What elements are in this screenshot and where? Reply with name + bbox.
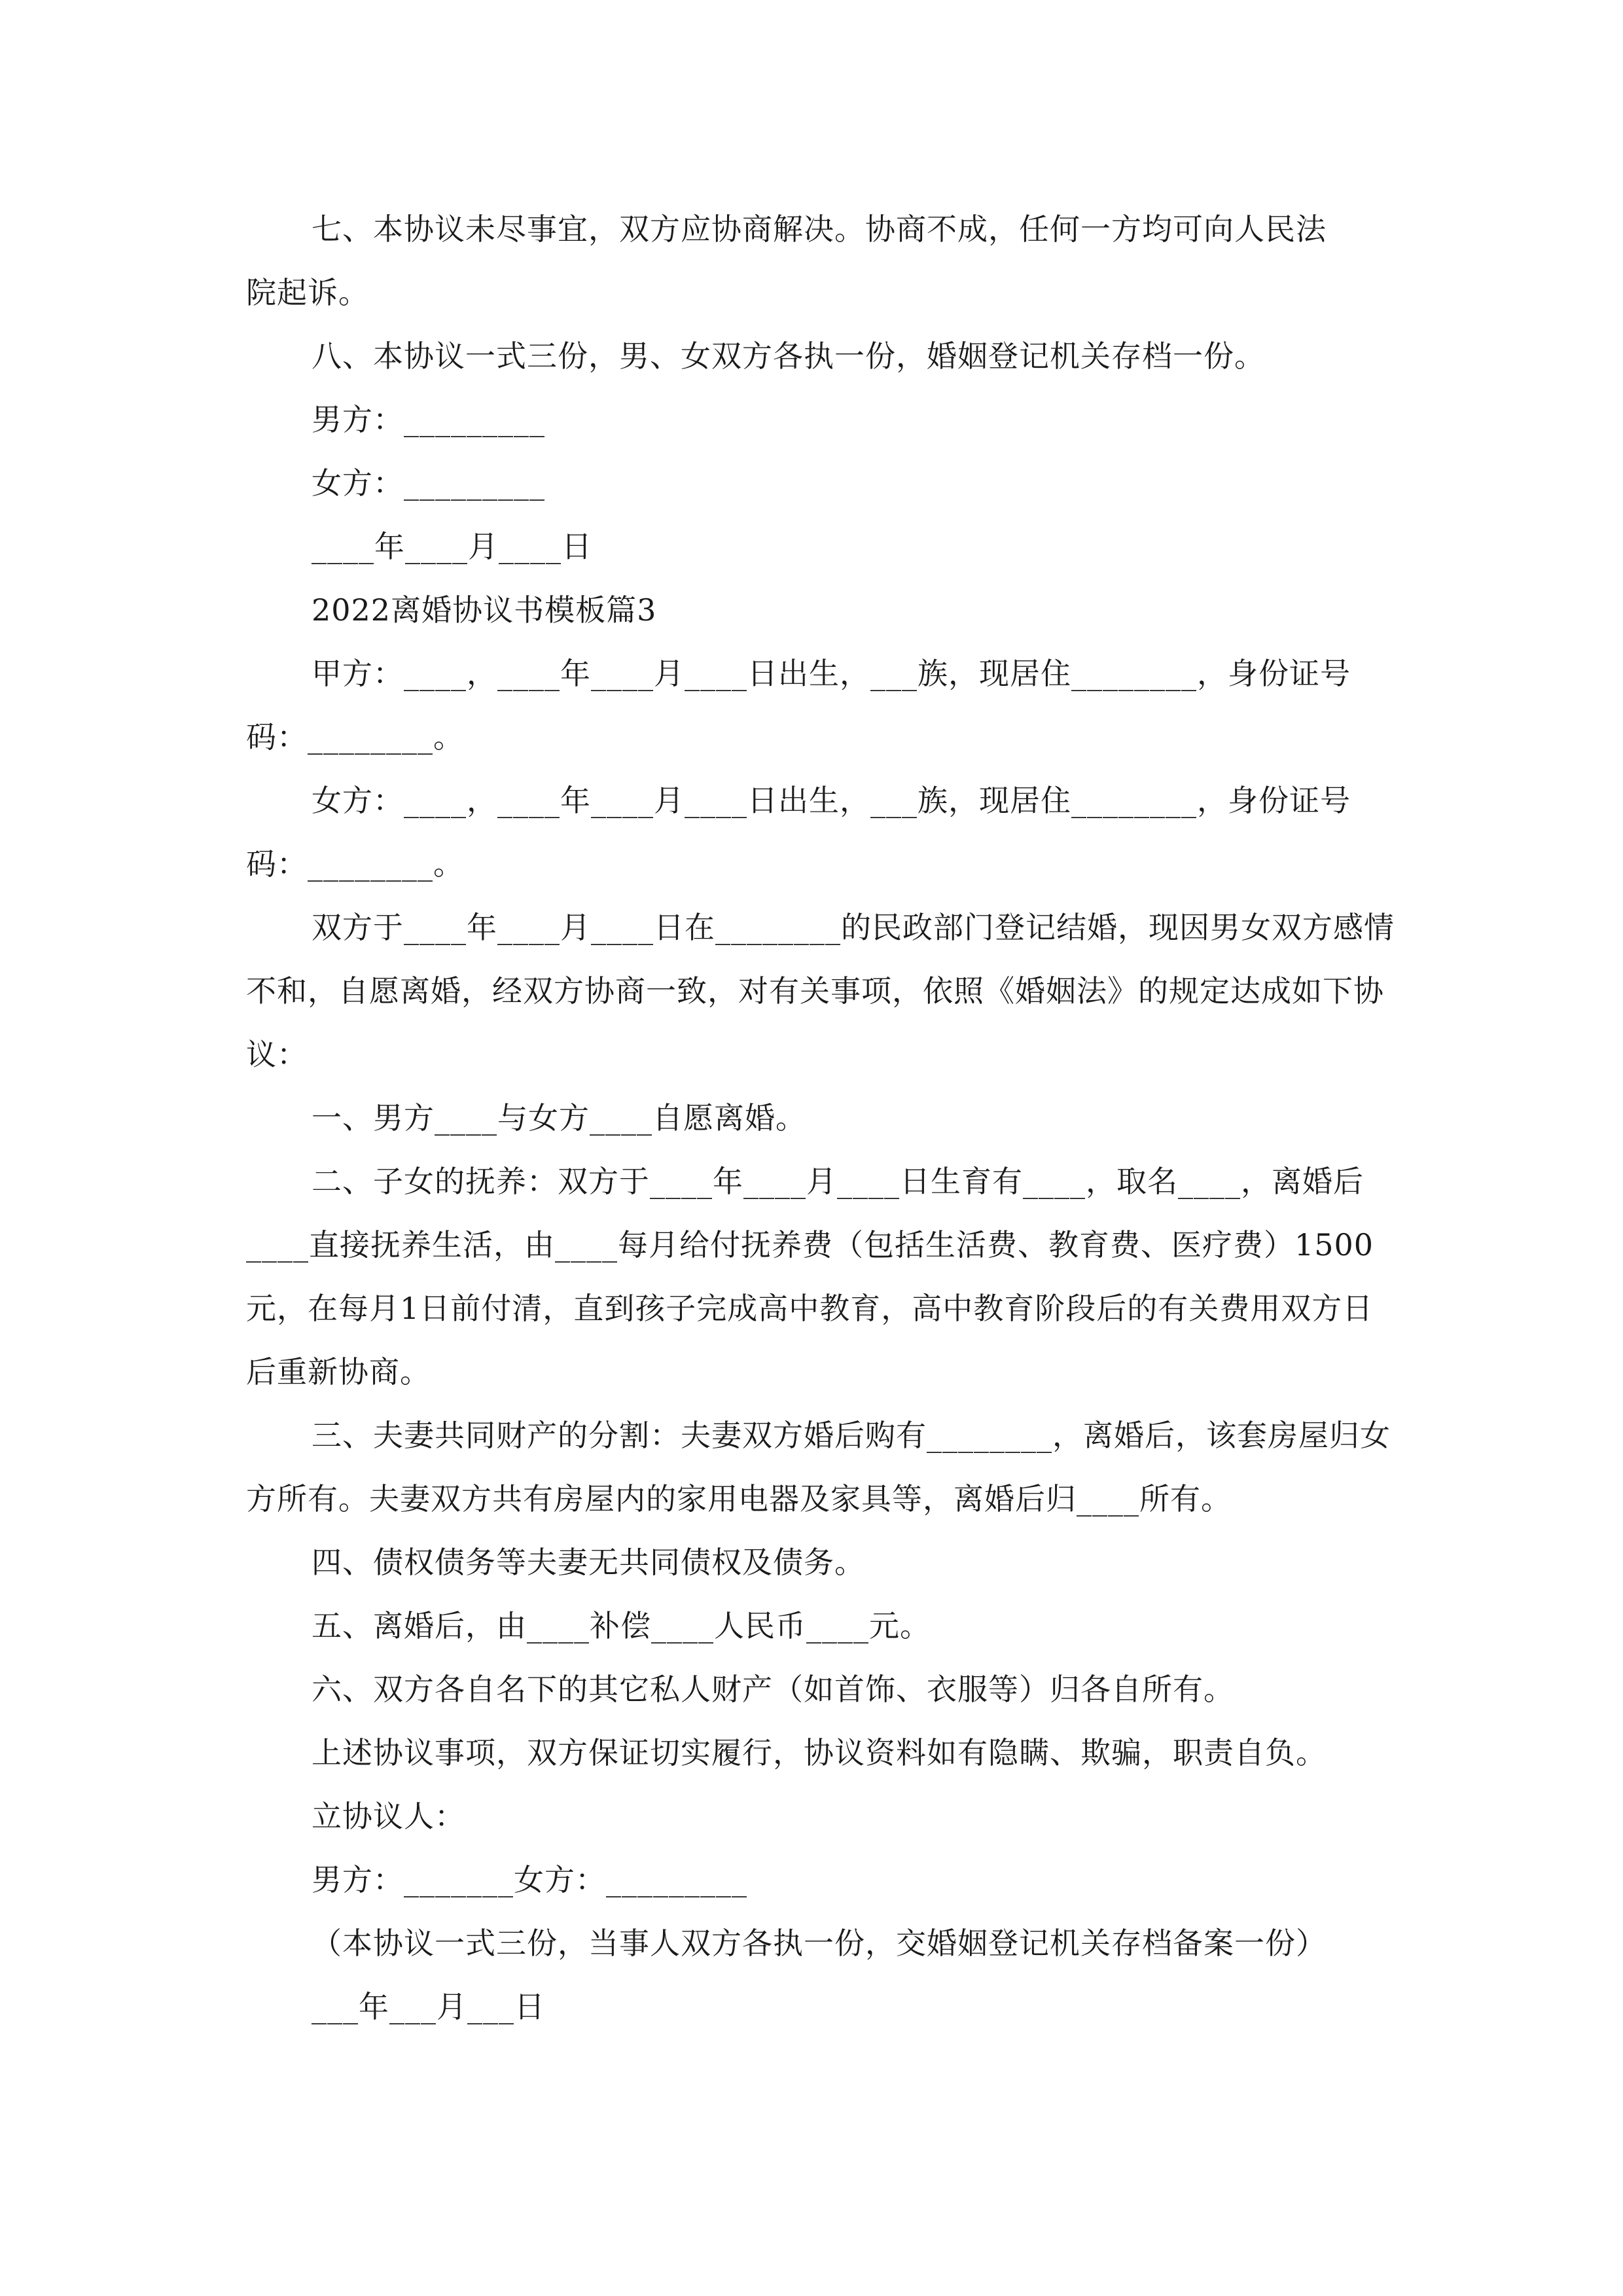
date-line: ____年____月____日 (312, 529, 592, 564)
clause-8: 八、本协议一式三份，男、女双方各执一份，婚姻登记机关存档一份。 (312, 338, 1265, 374)
section-title: 2022离婚协议书模板篇3 (312, 592, 657, 628)
signatory-label: 立协议人： (312, 1799, 465, 1834)
clause-7-line-1: 七、本协议未尽事宜，双方应协商解决。协商不成，任何一方均可向人民法 (312, 211, 1327, 247)
signature-female: 女方：_________ (312, 465, 545, 501)
party-b-info: 女方：____，____年____月____日出生，___族，现居住________，身份证号码：________。 (246, 783, 1351, 882)
date-line-final: ___年___月___日 (312, 1989, 545, 2024)
item-5-compensation: 五、离婚后，由____补偿____人民币____元。 (312, 1608, 931, 1643)
guarantee-statement: 上述协议事项，双方保证切实履行，协议资料如有隐瞒、欺骗，职责自负。 (312, 1735, 1327, 1770)
item-3-property-division: 三、夫妻共同财产的分割：夫妻双方婚后购有________，离婚后，该套房屋归女方所有。夫妻双方共有房屋内的家用电器及家具等，离婚后归____所有。 (246, 1418, 1391, 1516)
party-a-info: 甲方：____，____年____月____日出生，___族，现居住________，身份证号码：________。 (246, 656, 1351, 755)
copies-note: （本协议一式三份，当事人双方各执一份，交婚姻登记机关存档备案一份） (312, 1926, 1327, 1961)
clause-7-line-2: 院起诉。 (246, 275, 369, 310)
item-6-personal-property: 六、双方各自名下的其它私人财产（如首饰、衣服等）归各自所有。 (312, 1672, 1234, 1707)
signature-male: 男方：_________ (312, 402, 545, 437)
signature-line: 男方：_______女方：_________ (312, 1862, 747, 1897)
item-2-child-custody: 二、子女的抚养：双方于____年____月____日生育有____，取名____，离婚后____直接抚养生活，由____每月给付抚养费（包括生活费、教育费、医疗费）1500元，在每月1日前付清，直到孩子完成高中教育，高中教育阶段后的有关费用双方日后重新协商。 (246, 1164, 1374, 1390)
item-1: 一、男方____与女方____自愿离婚。 (312, 1100, 806, 1136)
item-4-debts: 四、债权债务等夫妻无共同债权及债务。 (312, 1545, 865, 1580)
intro-paragraph: 双方于____年____月____日在________的民政部门登记结婚，现因男女双方感情不和，自愿离婚，经双方协商一致，对有关事项，依照《婚姻法》的规定达成如下协议： (246, 910, 1395, 1072)
